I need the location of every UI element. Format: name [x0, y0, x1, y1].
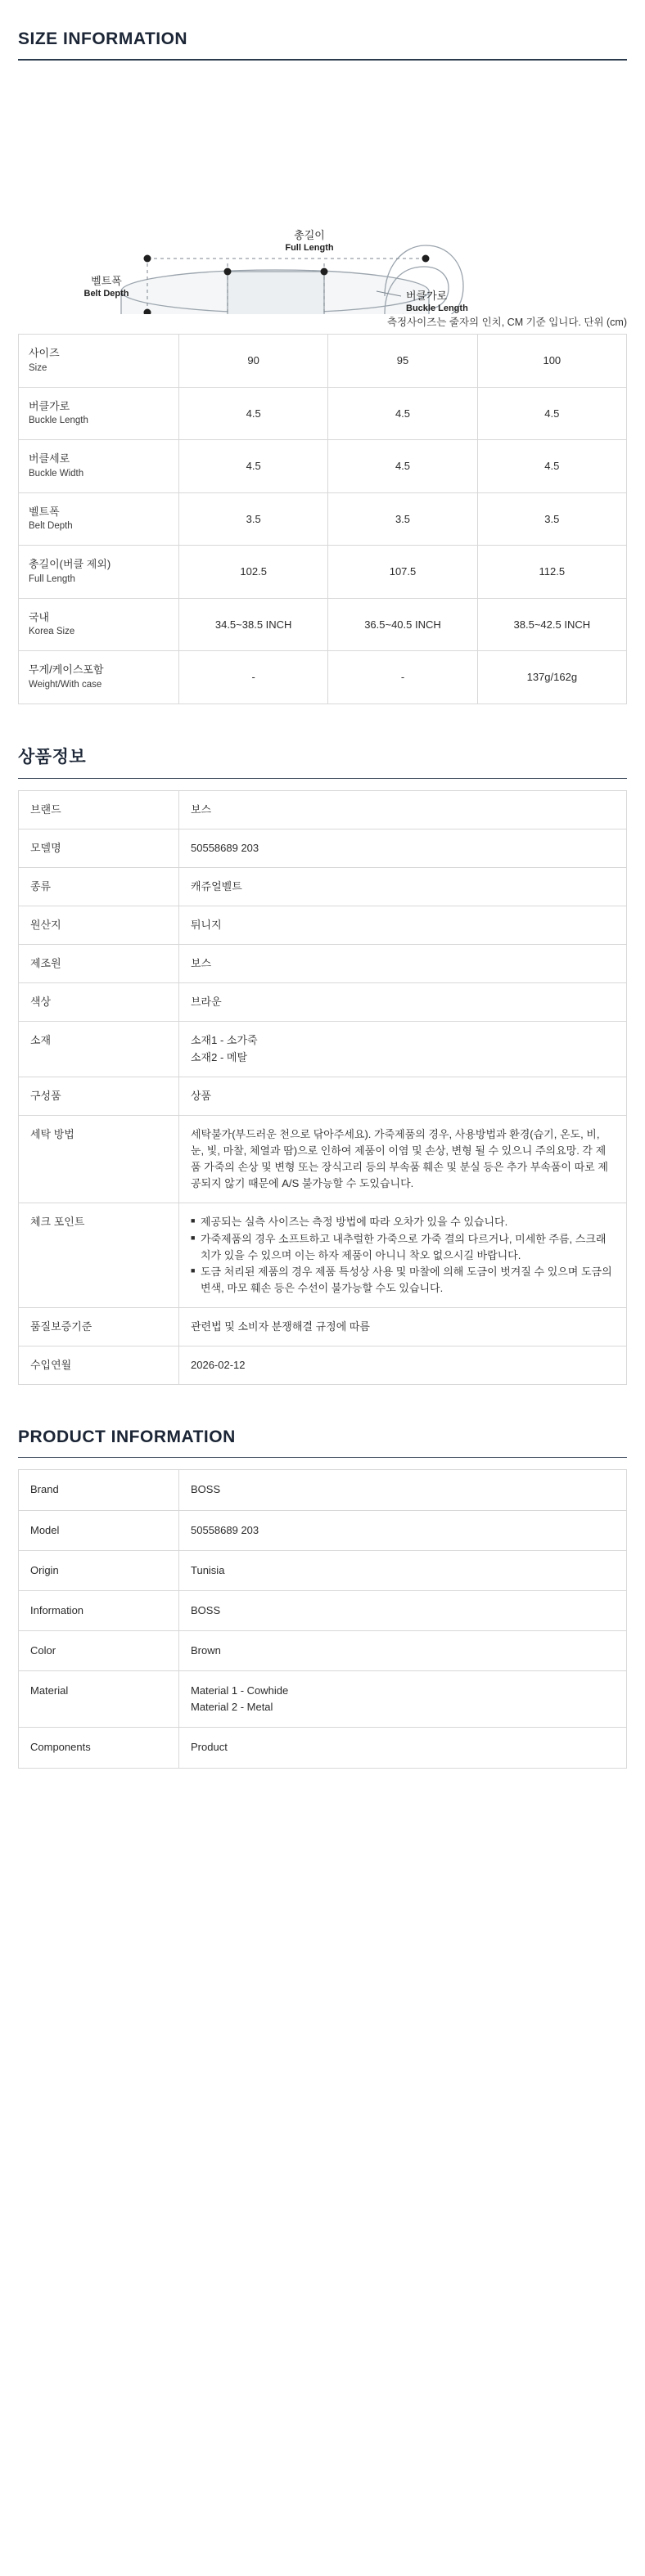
table-row [19, 1550, 627, 1590]
info-value: BOSS [179, 1590, 627, 1630]
info-label: Model [19, 1510, 179, 1550]
info-value: 2026-02-12 [179, 1346, 627, 1385]
table-row [19, 492, 627, 546]
d-bl-ko: 버클가로 [406, 290, 448, 302]
size-row-label: 버클세로 Buckle Width [19, 440, 179, 493]
info-label: 수입연월 [19, 1346, 179, 1385]
info-value: 튀니지 [179, 906, 627, 945]
info-value: 50558689 203 [179, 829, 627, 867]
info-value: Material 1 - Cowhide Material 2 - Metal [179, 1671, 627, 1728]
table-row [19, 1115, 627, 1203]
size-column-header: 90 [179, 335, 328, 388]
info-label: Brand [19, 1470, 179, 1510]
info-value: 50558689 203 [179, 1510, 627, 1550]
info-label: Material [19, 1671, 179, 1728]
table-row [19, 790, 627, 829]
table-row [19, 440, 627, 493]
product-information-en-table [18, 1469, 627, 1768]
table-row [19, 1510, 627, 1550]
table-row [19, 1022, 627, 1077]
size-row-label: 총길이(버클 제외) Full Length [19, 546, 179, 599]
info-value: 상품 [179, 1077, 627, 1115]
info-label: 소재 [19, 1022, 179, 1077]
info-label: 브랜드 [19, 790, 179, 829]
size-row-label: 무게/케이스포함 Weight/With case [19, 651, 179, 704]
size-cell: 4.5 [179, 440, 328, 493]
info-label: Components [19, 1728, 179, 1768]
measure-note: 측정사이즈는 줄자의 인치, CM 기준 입니다. 단위 (cm) [386, 317, 627, 328]
table-row [19, 1308, 627, 1346]
info-value: 캐쥬얼벨트 [179, 867, 627, 906]
table-row [19, 1630, 627, 1670]
belt-diagram [0, 77, 645, 314]
d-fl-en: Full Length [285, 243, 334, 253]
table-row [19, 1203, 627, 1308]
info-label: Origin [19, 1550, 179, 1590]
size-row-label: 국내 Korea Size [19, 598, 179, 651]
d-bd-en: Belt Depth [83, 289, 129, 299]
info-label: 구성품 [19, 1077, 179, 1115]
size-cell: 137g/162g [477, 651, 626, 704]
size-cell: - [179, 651, 328, 704]
info-label: 제조원 [19, 945, 179, 983]
size-cell: 112.5 [477, 546, 626, 599]
info-value: 브라운 [179, 983, 627, 1022]
table-row [19, 1671, 627, 1728]
size-cell: 3.5 [477, 492, 626, 546]
size-cell: - [328, 651, 477, 704]
size-column-header: 95 [328, 335, 477, 388]
info-label: 색상 [19, 983, 179, 1022]
info-value: ■ 제공되는 실측 사이즈는 측정 방법에 따라 오차가 있을 수 있습니다. ■ 가죽제품의 경우 소프트하고 내추럴한 가죽으로 가죽 결의 다르거나, 미세한 주름, 스크래치가 있을 수 있으며 이는 하자 제품이 아니니 착오 없으시길 바랍니다. ■ 도금 처리된 제품의 경우 제품 특성상 사용 및 마찰에 의해 도금이 벗겨질 수 있으며 도금의 변색, 마모 훼손 등은 수선이 불가능할 수도 있습니다. [179, 1203, 627, 1308]
size-column-header: 100 [477, 335, 626, 388]
size-cell: 102.5 [179, 546, 328, 599]
table-row [19, 1346, 627, 1385]
info-label: 품질보증기준 [19, 1308, 179, 1346]
table-row [19, 651, 627, 704]
size-row-label: 벨트폭 Belt Depth [19, 492, 179, 546]
info-value: 보스 [179, 945, 627, 983]
size-cell: 34.5~38.5 INCH [179, 598, 328, 651]
table-row [19, 546, 627, 599]
size-cell: 4.5 [477, 440, 626, 493]
size-cell: 38.5~42.5 INCH [477, 598, 626, 651]
d-bd-ko: 벨트폭 [91, 275, 122, 287]
product-information-ko-title: 상품정보 [18, 747, 87, 767]
info-label: Information [19, 1590, 179, 1630]
size-row-header: 사이즈 Size [19, 335, 179, 388]
d-fl-ko: 총길이 [294, 229, 325, 241]
size-row-label: 버클가로 Buckle Length [19, 387, 179, 440]
table-row [19, 983, 627, 1022]
info-value: 소재1 - 소가죽 소재2 - 메탈 [179, 1022, 627, 1077]
table-row [19, 906, 627, 945]
size-cell: 4.5 [477, 387, 626, 440]
product-information-en-title: PRODUCT INFORMATION [18, 1427, 236, 1447]
size-information-title: SIZE INFORMATION [18, 29, 188, 48]
size-cell: 36.5~40.5 INCH [328, 598, 477, 651]
info-value: 세탁불가(부드러운 천으로 닦아주세요). 가죽제품의 경우, 사용방법과 환경(습기, 온도, 비, 눈, 빛, 마찰, 체열과 땀)으로 인하여 제품이 이염 및 손상, 변형 될 수 있으니 주의요망. 각 제품 가죽의 손상 및 변형 또는 장식고리 등의 부속품 훼손 및 분실 등은 추가 부속품이 따로 제공되지 않기 때문에 A/S 불가능할 수 도있습니다. [179, 1115, 627, 1203]
info-label: Color [19, 1630, 179, 1670]
table-row [19, 387, 627, 440]
info-label: 체크 포인트 [19, 1203, 179, 1308]
table-row [19, 1728, 627, 1768]
size-cell: 107.5 [328, 546, 477, 599]
table-row [19, 829, 627, 867]
info-label: 종류 [19, 867, 179, 906]
size-cell: 4.5 [179, 387, 328, 440]
table-row [19, 1470, 627, 1510]
info-value: Product [179, 1728, 627, 1768]
product-information-ko-table [18, 790, 627, 1386]
size-table [18, 334, 627, 704]
info-label: 모델명 [19, 829, 179, 867]
table-row [19, 335, 627, 388]
table-row [19, 598, 627, 651]
info-value: 관련법 및 소비자 분쟁해결 규정에 따름 [179, 1308, 627, 1346]
table-row [19, 867, 627, 906]
info-value: Tunisia [179, 1550, 627, 1590]
info-label: 세탁 방법 [19, 1115, 179, 1203]
table-row [19, 1077, 627, 1115]
table-row [19, 1590, 627, 1630]
size-cell: 4.5 [328, 440, 477, 493]
info-value: 보스 [179, 790, 627, 829]
info-value: Brown [179, 1630, 627, 1670]
size-cell: 3.5 [328, 492, 477, 546]
table-row [19, 945, 627, 983]
size-cell: 4.5 [328, 387, 477, 440]
d-bl-en: Buckle Length [406, 303, 468, 313]
info-value: BOSS [179, 1470, 627, 1510]
info-label: 원산지 [19, 906, 179, 945]
size-cell: 3.5 [179, 492, 328, 546]
